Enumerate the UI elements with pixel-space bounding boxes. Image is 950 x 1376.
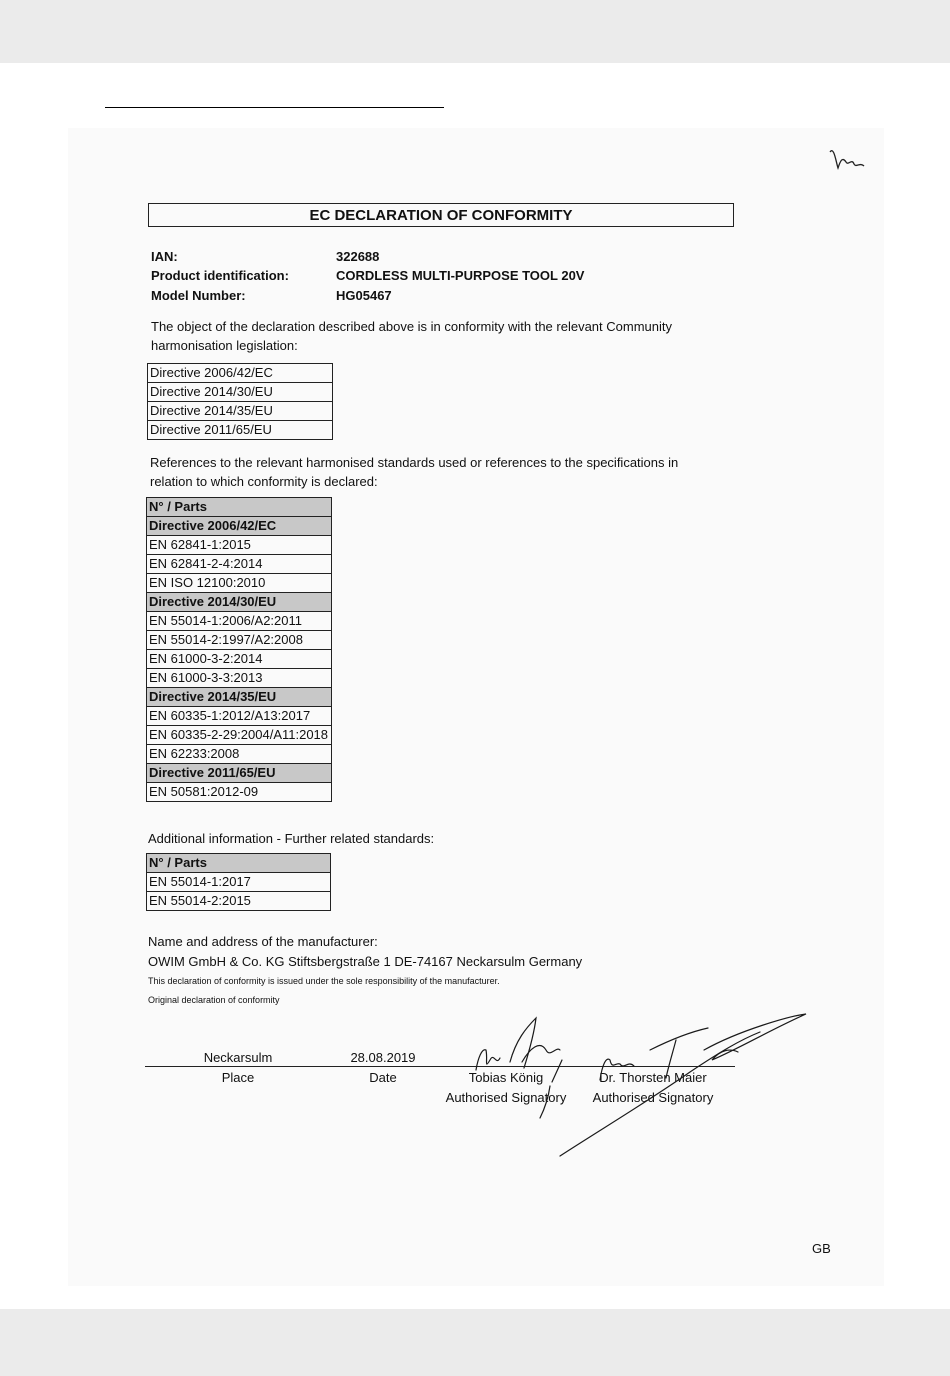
- table-header-cell: N° / Parts: [147, 498, 332, 517]
- intro-text-line1: The object of the declaration described above is in conformity with the relevant Community: [151, 319, 672, 334]
- standard-cell: EN 55014-1:2006/A2:2011: [147, 612, 332, 631]
- table-row: [147, 650, 332, 669]
- references-text-line1: References to the relevant harmonised standards used or references to the specifications in: [150, 455, 679, 470]
- standard-cell: EN 61000-3-3:2013: [147, 669, 332, 688]
- standard-cell: EN 62841-1:2015: [147, 536, 332, 555]
- table-row: [147, 764, 332, 783]
- table-row: [147, 726, 332, 745]
- standard-cell: EN 61000-3-2:2014: [147, 650, 332, 669]
- field-value-product: CORDLESS MULTI-PURPOSE TOOL 20V: [336, 268, 585, 283]
- table-row: [147, 707, 332, 726]
- field-label-ian: IAN:: [151, 249, 178, 264]
- standard-cell: EN 60335-2-29:2004/A11:2018: [147, 726, 332, 745]
- manufacturer-label: Name and address of the manufacturer:: [148, 934, 378, 949]
- field-value-model: HG05467: [336, 288, 392, 303]
- standard-cell: EN 62841-2-4:2014: [147, 555, 332, 574]
- table-header-cell: N° / Parts: [147, 854, 331, 873]
- table-row: [147, 498, 332, 517]
- initials-mark: [826, 144, 866, 174]
- table-row: [147, 669, 332, 688]
- table-row: [147, 555, 332, 574]
- directive-cell: Directive 2006/42/EC: [148, 364, 333, 383]
- signatory2-name: Dr. Thorsten Maier: [599, 1070, 707, 1085]
- table-header-cell: Directive 2011/65/EU: [147, 764, 332, 783]
- table-header-cell: Directive 2006/42/EC: [147, 517, 332, 536]
- table-row: [147, 854, 331, 873]
- directive-cell: Directive 2014/30/EU: [148, 383, 333, 402]
- signatory1-role: Authorised Signatory: [445, 1090, 567, 1105]
- table-row: [147, 783, 332, 802]
- directive-cell: Directive 2014/35/EU: [148, 402, 333, 421]
- table-row: [147, 688, 332, 707]
- signatory2-role: Authorised Signatory: [592, 1090, 714, 1105]
- signature-line: [145, 1066, 735, 1067]
- manufacturer-address: OWIM GmbH & Co. KG Stiftsbergstraße 1 DE-74167 Neckarsulm Germany: [148, 954, 583, 969]
- date-value: 28.08.2019: [350, 1050, 416, 1065]
- additional-info-label: Additional information - Further related standards:: [148, 831, 435, 846]
- table-row: [147, 593, 332, 612]
- table-row: [147, 536, 332, 555]
- standard-cell: EN 55014-2:2015: [147, 892, 331, 911]
- standards-table: [146, 497, 332, 802]
- header-rule: [105, 107, 444, 108]
- standard-cell: EN 55014-2:1997/A2:2008: [147, 631, 332, 650]
- place-value: Neckarsulm: [203, 1050, 273, 1065]
- standard-cell: EN 60335-1:2012/A13:2017: [147, 707, 332, 726]
- document-page: [0, 63, 950, 1309]
- signatory1-name: Tobias König: [468, 1070, 544, 1085]
- page-footer-language: GB: [812, 1241, 831, 1256]
- table-row: [147, 745, 332, 764]
- table-row: [147, 612, 332, 631]
- date-label: Date: [369, 1070, 397, 1085]
- standard-cell: EN ISO 12100:2010: [147, 574, 332, 593]
- place-label: Place: [221, 1070, 255, 1085]
- references-text-line2: relation to which conformity is declared:: [150, 474, 378, 489]
- standard-cell: EN 50581:2012-09: [147, 783, 332, 802]
- responsibility-note: This declaration of conformity is issued under the sole responsibility of the manufacturer.: [148, 976, 500, 986]
- directive-cell: Directive 2011/65/EU: [148, 421, 333, 440]
- directives-table: [147, 363, 333, 440]
- table-row: [147, 873, 331, 892]
- field-label-model: Model Number:: [151, 288, 246, 303]
- standard-cell: EN 55014-1:2017: [147, 873, 331, 892]
- original-note: Original declaration of conformity: [148, 995, 280, 1005]
- table-row: [147, 574, 332, 593]
- standard-cell: EN 62233:2008: [147, 745, 332, 764]
- table-row: [147, 892, 331, 911]
- table-header-cell: Directive 2014/30/EU: [147, 593, 332, 612]
- field-label-product: Product identification:: [151, 268, 289, 283]
- intro-text-line2: harmonisation legislation:: [151, 338, 298, 353]
- field-value-ian: 322688: [336, 249, 380, 264]
- table-header-cell: Directive 2014/35/EU: [147, 688, 332, 707]
- document-title: EC DECLARATION OF CONFORMITY: [148, 203, 734, 227]
- table-row: [147, 631, 332, 650]
- table-row: [147, 517, 332, 536]
- additional-standards-table: [146, 853, 331, 911]
